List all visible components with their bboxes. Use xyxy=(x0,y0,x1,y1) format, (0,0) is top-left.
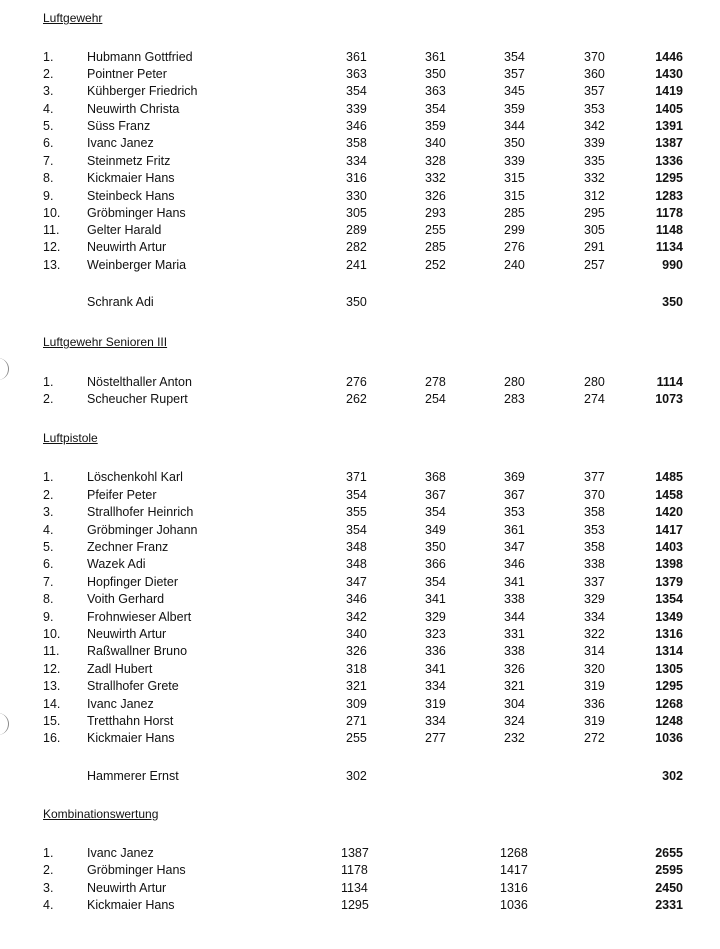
table-row xyxy=(0,136,720,153)
score-3: 315 xyxy=(504,171,525,185)
shooter-name: Pfeifer Peter xyxy=(87,488,157,502)
score-1: 355 xyxy=(346,505,367,519)
rank: 4. xyxy=(43,898,54,912)
score-4: 312 xyxy=(584,189,605,203)
shooter-name: Ivanc Janez xyxy=(87,846,154,860)
rank: 2. xyxy=(43,488,54,502)
total-score: 1305 xyxy=(655,662,683,676)
score-3: 338 xyxy=(504,644,525,658)
section-title-luftgewehr: Luftgewehr xyxy=(43,11,103,25)
table-row xyxy=(0,392,720,409)
score-4: 314 xyxy=(584,644,605,658)
score-3: 326 xyxy=(504,662,525,676)
section-title-kombinationswertung: Kombinationswertung xyxy=(43,807,159,821)
shooter-name: Pointner Peter xyxy=(87,67,167,81)
score-2: 254 xyxy=(425,392,446,406)
shooter-name: Steinmetz Fritz xyxy=(87,154,171,168)
score-1: 305 xyxy=(346,206,367,220)
score-1: 302 xyxy=(346,769,367,783)
score-3: 285 xyxy=(504,206,525,220)
table-row xyxy=(0,119,720,136)
shooter-name: Löschenkohl Karl xyxy=(87,470,183,484)
score-1: 371 xyxy=(346,470,367,484)
rank: 16. xyxy=(43,731,61,745)
score-4: 295 xyxy=(584,206,605,220)
total-score: 350 xyxy=(662,295,683,309)
total-score: 1036 xyxy=(655,731,683,745)
table-row xyxy=(0,679,720,696)
total-score: 1379 xyxy=(655,575,683,589)
score-2: 350 xyxy=(425,67,446,81)
shooter-name: Hammerer Ernst xyxy=(87,769,179,783)
rank: 5. xyxy=(43,540,54,554)
table-row xyxy=(0,846,720,863)
score-4: 335 xyxy=(584,154,605,168)
table-row xyxy=(0,592,720,609)
score-4: 319 xyxy=(584,679,605,693)
score-2: 354 xyxy=(425,575,446,589)
rank: 11. xyxy=(43,223,60,237)
table-row xyxy=(0,863,720,880)
score-1: 318 xyxy=(346,662,367,676)
rank: 5. xyxy=(43,119,54,133)
score-1: 276 xyxy=(346,375,367,389)
rank: 1. xyxy=(43,50,54,64)
score-1: 255 xyxy=(346,731,367,745)
total-score: 302 xyxy=(662,769,683,783)
score-luftpistole: 1417 xyxy=(500,863,528,877)
rank: 2. xyxy=(43,863,54,877)
score-luftgewehr: 1295 xyxy=(341,898,369,912)
score-2: 367 xyxy=(425,488,446,502)
score-4: 342 xyxy=(584,119,605,133)
score-3: 240 xyxy=(504,258,525,272)
total-score: 1417 xyxy=(655,523,683,537)
score-2: 326 xyxy=(425,189,446,203)
table-row xyxy=(0,898,720,915)
total-score: 1354 xyxy=(655,592,683,606)
total-score: 2595 xyxy=(655,863,683,877)
table-row xyxy=(0,258,720,275)
shooter-name: Gröbminger Hans xyxy=(87,206,186,220)
score-1: 334 xyxy=(346,154,367,168)
rank: 10. xyxy=(43,206,61,220)
table-row xyxy=(0,731,720,748)
score-2: 278 xyxy=(425,375,446,389)
total-score: 1349 xyxy=(655,610,683,624)
score-1: 347 xyxy=(346,575,367,589)
total-score: 1391 xyxy=(655,119,683,133)
score-1: 354 xyxy=(346,84,367,98)
total-score: 1316 xyxy=(655,627,683,641)
shooter-name: Tretthahn Horst xyxy=(87,714,174,728)
table-row xyxy=(0,375,720,392)
score-2: 354 xyxy=(425,102,446,116)
table-row xyxy=(0,470,720,487)
table-row xyxy=(0,627,720,644)
score-2: 293 xyxy=(425,206,446,220)
table-row xyxy=(0,84,720,101)
total-score: 1295 xyxy=(655,679,683,693)
score-2: 336 xyxy=(425,644,446,658)
score-3: 347 xyxy=(504,540,525,554)
score-2: 361 xyxy=(425,50,446,64)
score-1: 348 xyxy=(346,557,367,571)
score-4: 377 xyxy=(584,470,605,484)
score-luftpistole: 1316 xyxy=(500,881,528,895)
score-4: 280 xyxy=(584,375,605,389)
score-3: 369 xyxy=(504,470,525,484)
score-3: 350 xyxy=(504,136,525,150)
score-4: 319 xyxy=(584,714,605,728)
score-1: 309 xyxy=(346,697,367,711)
shooter-name: Steinbeck Hans xyxy=(87,189,175,203)
rank: 1. xyxy=(43,470,54,484)
score-luftgewehr: 1387 xyxy=(341,846,369,860)
score-4: 337 xyxy=(584,575,605,589)
table-row xyxy=(0,488,720,505)
total-score: 2655 xyxy=(655,846,683,860)
score-2: 252 xyxy=(425,258,446,272)
table-row-extra xyxy=(0,769,720,786)
score-2: 350 xyxy=(425,540,446,554)
total-score: 1114 xyxy=(656,375,683,389)
score-1: 330 xyxy=(346,189,367,203)
score-3: 346 xyxy=(504,557,525,571)
table-row xyxy=(0,189,720,206)
score-1: 262 xyxy=(346,392,367,406)
score-3: 299 xyxy=(504,223,525,237)
score-1: 342 xyxy=(346,610,367,624)
score-2: 366 xyxy=(425,557,446,571)
score-4: 357 xyxy=(584,84,605,98)
shooter-name: Kickmaier Hans xyxy=(87,171,175,185)
score-4: 353 xyxy=(584,523,605,537)
score-4: 320 xyxy=(584,662,605,676)
score-4: 338 xyxy=(584,557,605,571)
score-1: 348 xyxy=(346,540,367,554)
total-score: 1178 xyxy=(655,206,683,220)
total-score: 990 xyxy=(662,258,683,272)
score-3: 324 xyxy=(504,714,525,728)
shooter-name: Strallhofer Grete xyxy=(87,679,179,693)
score-1: 346 xyxy=(346,119,367,133)
total-score: 1446 xyxy=(655,50,683,64)
shooter-name: Gröbminger Hans xyxy=(87,863,186,877)
score-2: 255 xyxy=(425,223,446,237)
score-1: 326 xyxy=(346,644,367,658)
total-score: 1268 xyxy=(655,697,683,711)
total-score: 1405 xyxy=(655,102,683,116)
score-2: 334 xyxy=(425,714,446,728)
total-score: 1248 xyxy=(655,714,683,728)
total-score: 1295 xyxy=(655,171,683,185)
shooter-name: Zadl Hubert xyxy=(87,662,153,676)
total-score: 1403 xyxy=(655,540,683,554)
shooter-name: Gelter Harald xyxy=(87,223,162,237)
shooter-name: Neuwirth Artur xyxy=(87,881,167,895)
rank: 1. xyxy=(43,375,54,389)
shooter-name: Kickmaier Hans xyxy=(87,731,175,745)
total-score: 1430 xyxy=(655,67,683,81)
score-3: 331 xyxy=(504,627,525,641)
total-score: 2450 xyxy=(655,881,683,895)
total-score: 1148 xyxy=(655,223,683,237)
table-row xyxy=(0,223,720,240)
score-4: 291 xyxy=(584,240,605,254)
shooter-name: Kühberger Friedrich xyxy=(87,84,198,98)
shooter-name: Neuwirth Artur xyxy=(87,627,167,641)
rank: 3. xyxy=(43,505,54,519)
table-row xyxy=(0,102,720,119)
score-4: 339 xyxy=(584,136,605,150)
rank: 14. xyxy=(43,697,61,711)
total-score: 1398 xyxy=(655,557,683,571)
score-2: 368 xyxy=(425,470,446,484)
score-1: 339 xyxy=(346,102,367,116)
score-luftpistole: 1036 xyxy=(500,898,528,912)
shooter-name: Weinberger Maria xyxy=(87,258,187,272)
score-4: 358 xyxy=(584,540,605,554)
score-1: 321 xyxy=(346,679,367,693)
shooter-name: Ivanc Janez xyxy=(87,136,154,150)
total-score: 1420 xyxy=(655,505,683,519)
table-row xyxy=(0,540,720,557)
total-score: 1134 xyxy=(655,240,683,254)
score-3: 344 xyxy=(504,610,525,624)
score-3: 357 xyxy=(504,67,525,81)
shooter-name: Nöstelthaller Anton xyxy=(87,375,192,389)
score-luftgewehr: 1134 xyxy=(341,881,368,895)
score-3: 304 xyxy=(504,697,525,711)
score-2: 334 xyxy=(425,679,446,693)
total-score: 1458 xyxy=(655,488,683,502)
score-4: 274 xyxy=(584,392,605,406)
score-2: 319 xyxy=(425,697,446,711)
rank: 1. xyxy=(43,846,54,860)
score-2: 329 xyxy=(425,610,446,624)
table-row xyxy=(0,662,720,679)
rank: 6. xyxy=(43,136,54,150)
score-luftpistole: 1268 xyxy=(500,846,528,860)
rank: 3. xyxy=(43,84,54,98)
shooter-name: Voith Gerhard xyxy=(87,592,165,606)
score-3: 345 xyxy=(504,84,525,98)
score-1: 363 xyxy=(346,67,367,81)
table-row xyxy=(0,50,720,67)
table-row xyxy=(0,240,720,257)
table-row xyxy=(0,881,720,898)
score-4: 353 xyxy=(584,102,605,116)
score-1: 346 xyxy=(346,592,367,606)
score-3: 280 xyxy=(504,375,525,389)
rank: 8. xyxy=(43,171,54,185)
shooter-name: Wazek Adi xyxy=(87,557,146,571)
score-2: 285 xyxy=(425,240,446,254)
score-4: 257 xyxy=(584,258,605,272)
table-row xyxy=(0,206,720,223)
score-1: 354 xyxy=(346,488,367,502)
rank: 10. xyxy=(43,627,61,641)
rank: 3. xyxy=(43,881,54,895)
total-score: 1485 xyxy=(655,470,683,484)
total-score: 1073 xyxy=(655,392,683,406)
rank: 2. xyxy=(43,67,54,81)
shooter-name: Neuwirth Artur xyxy=(87,240,167,254)
score-3: 359 xyxy=(504,102,525,116)
table-row xyxy=(0,610,720,627)
score-3: 367 xyxy=(504,488,525,502)
score-4: 334 xyxy=(584,610,605,624)
score-1: 241 xyxy=(346,258,367,272)
table-row xyxy=(0,714,720,731)
shooter-name: Süss Franz xyxy=(87,119,151,133)
score-4: 329 xyxy=(584,592,605,606)
rank: 9. xyxy=(43,189,54,203)
shooter-name: Schrank Adi xyxy=(87,295,154,309)
rank: 12. xyxy=(43,662,61,676)
shooter-name: Frohnwieser Albert xyxy=(87,610,192,624)
rank: 11. xyxy=(43,644,60,658)
total-score: 1387 xyxy=(655,136,683,150)
rank: 13. xyxy=(43,679,61,693)
score-1: 354 xyxy=(346,523,367,537)
score-2: 340 xyxy=(425,136,446,150)
table-row xyxy=(0,67,720,84)
score-1: 316 xyxy=(346,171,367,185)
score-4: 322 xyxy=(584,627,605,641)
shooter-name: Raßwallner Bruno xyxy=(87,644,188,658)
score-4: 272 xyxy=(584,731,605,745)
score-2: 328 xyxy=(425,154,446,168)
score-3: 354 xyxy=(504,50,525,64)
score-4: 370 xyxy=(584,488,605,502)
table-row xyxy=(0,171,720,188)
score-3: 341 xyxy=(504,575,525,589)
score-4: 305 xyxy=(584,223,605,237)
score-3: 283 xyxy=(504,392,525,406)
section-title-luftpistole: Luftpistole xyxy=(43,431,98,445)
table-row xyxy=(0,644,720,661)
score-2: 277 xyxy=(425,731,446,745)
score-3: 361 xyxy=(504,523,525,537)
score-2: 341 xyxy=(425,662,446,676)
shooter-name: Hopfinger Dieter xyxy=(87,575,179,589)
shooter-name: Scheucher Rupert xyxy=(87,392,188,406)
score-3: 338 xyxy=(504,592,525,606)
shooter-name: Ivanc Janez xyxy=(87,697,154,711)
rank: 4. xyxy=(43,102,54,116)
table-row-extra xyxy=(0,295,720,312)
rank: 7. xyxy=(43,154,54,168)
rank: 12. xyxy=(43,240,61,254)
score-1: 340 xyxy=(346,627,367,641)
table-row xyxy=(0,575,720,592)
table-row xyxy=(0,557,720,574)
shooter-name: Kickmaier Hans xyxy=(87,898,175,912)
score-1: 289 xyxy=(346,223,367,237)
total-score: 2331 xyxy=(655,898,683,912)
score-1: 271 xyxy=(346,714,367,728)
table-row xyxy=(0,523,720,540)
table-row xyxy=(0,154,720,171)
score-4: 336 xyxy=(584,697,605,711)
score-3: 321 xyxy=(504,679,525,693)
rank: 13. xyxy=(43,258,61,272)
score-3: 353 xyxy=(504,505,525,519)
total-score: 1419 xyxy=(655,84,683,98)
score-3: 276 xyxy=(504,240,525,254)
score-2: 363 xyxy=(425,84,446,98)
score-4: 360 xyxy=(584,67,605,81)
score-1: 361 xyxy=(346,50,367,64)
table-row xyxy=(0,505,720,522)
score-4: 370 xyxy=(584,50,605,64)
total-score: 1314 xyxy=(655,644,683,658)
total-score: 1336 xyxy=(655,154,683,168)
score-2: 359 xyxy=(425,119,446,133)
score-luftgewehr: 1178 xyxy=(341,863,368,877)
score-2: 349 xyxy=(425,523,446,537)
score-1: 350 xyxy=(346,295,367,309)
score-4: 358 xyxy=(584,505,605,519)
score-3: 344 xyxy=(504,119,525,133)
rank: 4. xyxy=(43,523,54,537)
score-3: 232 xyxy=(504,731,525,745)
section-title-luftgewehr-senioren: Luftgewehr Senioren III xyxy=(43,335,168,349)
score-3: 339 xyxy=(504,154,525,168)
rank: 2. xyxy=(43,392,54,406)
rank: 6. xyxy=(43,557,54,571)
rank: 7. xyxy=(43,575,54,589)
score-2: 323 xyxy=(425,627,446,641)
rank: 15. xyxy=(43,714,61,728)
score-1: 358 xyxy=(346,136,367,150)
shooter-name: Zechner Franz xyxy=(87,540,169,554)
rank: 8. xyxy=(43,592,54,606)
score-3: 315 xyxy=(504,189,525,203)
score-2: 354 xyxy=(425,505,446,519)
shooter-name: Gröbminger Johann xyxy=(87,523,198,537)
total-score: 1283 xyxy=(655,189,683,203)
score-1: 282 xyxy=(346,240,367,254)
shooter-name: Strallhofer Heinrich xyxy=(87,505,194,519)
shooter-name: Neuwirth Christa xyxy=(87,102,180,116)
score-2: 332 xyxy=(425,171,446,185)
score-2: 341 xyxy=(425,592,446,606)
table-row xyxy=(0,697,720,714)
shooter-name: Hubmann Gottfried xyxy=(87,50,193,64)
score-4: 332 xyxy=(584,171,605,185)
rank: 9. xyxy=(43,610,54,624)
